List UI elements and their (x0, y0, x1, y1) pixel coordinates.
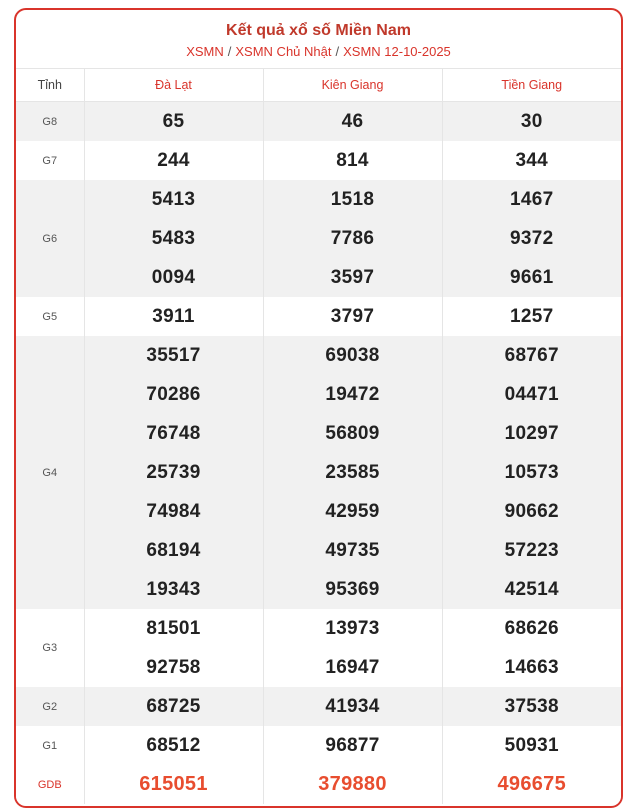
prize-number: 74984 (146, 501, 201, 522)
prize-number: 14663 (504, 657, 559, 678)
prize-cell-tien-giang (442, 336, 621, 609)
prize-number: 1518 (330, 189, 375, 210)
prize-cell-tien-giang (442, 726, 621, 765)
prize-number: 1467 (510, 189, 554, 210)
prize-number: 0094 (151, 267, 196, 288)
prize-cell-kien-giang (263, 687, 442, 726)
prize-number: 7786 (330, 228, 375, 249)
prize-number: 04471 (504, 384, 559, 405)
breadcrumb-xsmn[interactable]: XSMN (186, 44, 224, 59)
prize-cell-tien-giang (442, 141, 621, 180)
prize-number: 19472 (325, 384, 380, 405)
prize-cell-da-lat (84, 336, 263, 609)
prize-number: 69038 (325, 345, 380, 366)
prize-number: 35517 (146, 345, 201, 366)
page-title: Kết quả xổ số Miền Nam (226, 22, 411, 39)
prize-number: 65 (162, 111, 185, 132)
results-card (14, 8, 623, 808)
prize-cell-tien-giang (442, 102, 621, 142)
prize-number: 49735 (325, 540, 380, 561)
prize-number: 70286 (146, 384, 201, 405)
column-header-da-lat[interactable]: Đà Lạt (84, 69, 263, 102)
prize-cell-da-lat (84, 687, 263, 726)
prize-number: 10297 (504, 423, 559, 444)
prize-row-g4 (16, 336, 621, 609)
prize-row-g6 (16, 180, 621, 297)
special-prize-number: 615051 (139, 773, 208, 795)
prize-row-g2 (16, 687, 621, 726)
prize-cell-da-lat (84, 141, 263, 180)
prize-number: 42514 (504, 579, 559, 600)
prize-cell-kien-giang (263, 297, 442, 336)
prize-number: 68767 (504, 345, 559, 366)
breadcrumb (16, 44, 621, 60)
prize-number: 1257 (510, 306, 554, 327)
breadcrumb-xsmn-date[interactable]: XSMN 12-10-2025 (343, 44, 451, 59)
prize-number: 9372 (510, 228, 554, 249)
prize-cell-da-lat (84, 609, 263, 687)
prize-label: G1 (16, 726, 84, 765)
prize-number: 19343 (146, 579, 201, 600)
prize-number: 68194 (146, 540, 201, 561)
breadcrumb-xsmn-chu-nhat[interactable]: XSMN Chủ Nhật (235, 44, 332, 59)
column-header-tien-giang[interactable]: Tiền Giang (442, 69, 621, 102)
prize-number: 42959 (325, 501, 380, 522)
prize-cell-kien-giang (263, 726, 442, 765)
prize-label: GDB (16, 765, 84, 804)
prize-label: G4 (16, 336, 84, 609)
prize-cell-tien-giang (442, 687, 621, 726)
prize-number: 46 (341, 111, 364, 132)
prize-cell-kien-giang (263, 102, 442, 142)
special-prize-number: 379880 (318, 773, 387, 795)
prize-number: 81501 (146, 618, 201, 639)
prize-cell-tien-giang (442, 609, 621, 687)
prize-number: 10573 (504, 462, 559, 483)
column-header-kien-giang[interactable]: Kiên Giang (263, 69, 442, 102)
prize-cell-da-lat (84, 726, 263, 765)
prize-number: 96877 (325, 735, 380, 756)
prize-number: 41934 (325, 696, 380, 717)
column-header-province: Tỉnh (16, 69, 84, 102)
prize-cell-tien-giang (442, 297, 621, 336)
prize-number: 68626 (504, 618, 559, 639)
prize-number: 25739 (146, 462, 201, 483)
prize-cell-kien-giang (263, 609, 442, 687)
prize-number: 56809 (325, 423, 380, 444)
prize-cell-kien-giang (263, 180, 442, 297)
prize-number: 57223 (504, 540, 559, 561)
prize-row-g3 (16, 609, 621, 687)
prize-cell-kien-giang (263, 336, 442, 609)
prize-label: G6 (16, 180, 84, 297)
prize-number: 814 (336, 150, 369, 171)
prize-number: 3597 (330, 267, 375, 288)
prize-number: 23585 (325, 462, 380, 483)
prize-number: 3911 (152, 306, 195, 327)
prize-row-g7 (16, 141, 621, 180)
breadcrumb-separator: / (335, 44, 340, 59)
prize-label: G3 (16, 609, 84, 687)
prize-label: G7 (16, 141, 84, 180)
table-header-row (16, 69, 621, 102)
prize-row-g8 (16, 102, 621, 142)
prize-number: 16947 (325, 657, 380, 678)
results-body (16, 102, 621, 805)
prize-number: 13973 (325, 618, 380, 639)
prize-cell-da-lat (84, 180, 263, 297)
prize-cell-da-lat (84, 765, 263, 804)
prize-number: 9661 (510, 267, 554, 288)
prize-number: 76748 (146, 423, 201, 444)
prize-label: G8 (16, 102, 84, 142)
prize-number: 3797 (330, 306, 375, 327)
prize-label: G2 (16, 687, 84, 726)
prize-cell-kien-giang (263, 141, 442, 180)
prize-number: 95369 (325, 579, 380, 600)
prize-cell-tien-giang (442, 765, 621, 804)
prize-number: 68512 (146, 735, 201, 756)
breadcrumb-separator: / (227, 44, 232, 59)
special-prize-number: 496675 (497, 773, 567, 795)
prize-label: G5 (16, 297, 84, 336)
prize-number: 5483 (151, 228, 196, 249)
results-table (16, 69, 621, 804)
prize-cell-da-lat (84, 102, 263, 142)
prize-number: 92758 (146, 657, 201, 678)
prize-number: 50931 (504, 735, 559, 756)
prize-row-g1 (16, 726, 621, 765)
prize-number: 68725 (146, 696, 201, 717)
results-header (16, 10, 621, 69)
prize-cell-tien-giang (442, 180, 621, 297)
prize-cell-kien-giang (263, 765, 442, 804)
prize-number: 5413 (151, 189, 196, 210)
prize-row-gdb (16, 765, 621, 804)
prize-cell-da-lat (84, 297, 263, 336)
prize-number: 90662 (504, 501, 559, 522)
prize-number: 37538 (504, 696, 559, 717)
prize-number: 30 (520, 111, 543, 132)
prize-number: 344 (515, 150, 549, 171)
prize-row-g5 (16, 297, 621, 336)
prize-number: 244 (157, 150, 190, 171)
